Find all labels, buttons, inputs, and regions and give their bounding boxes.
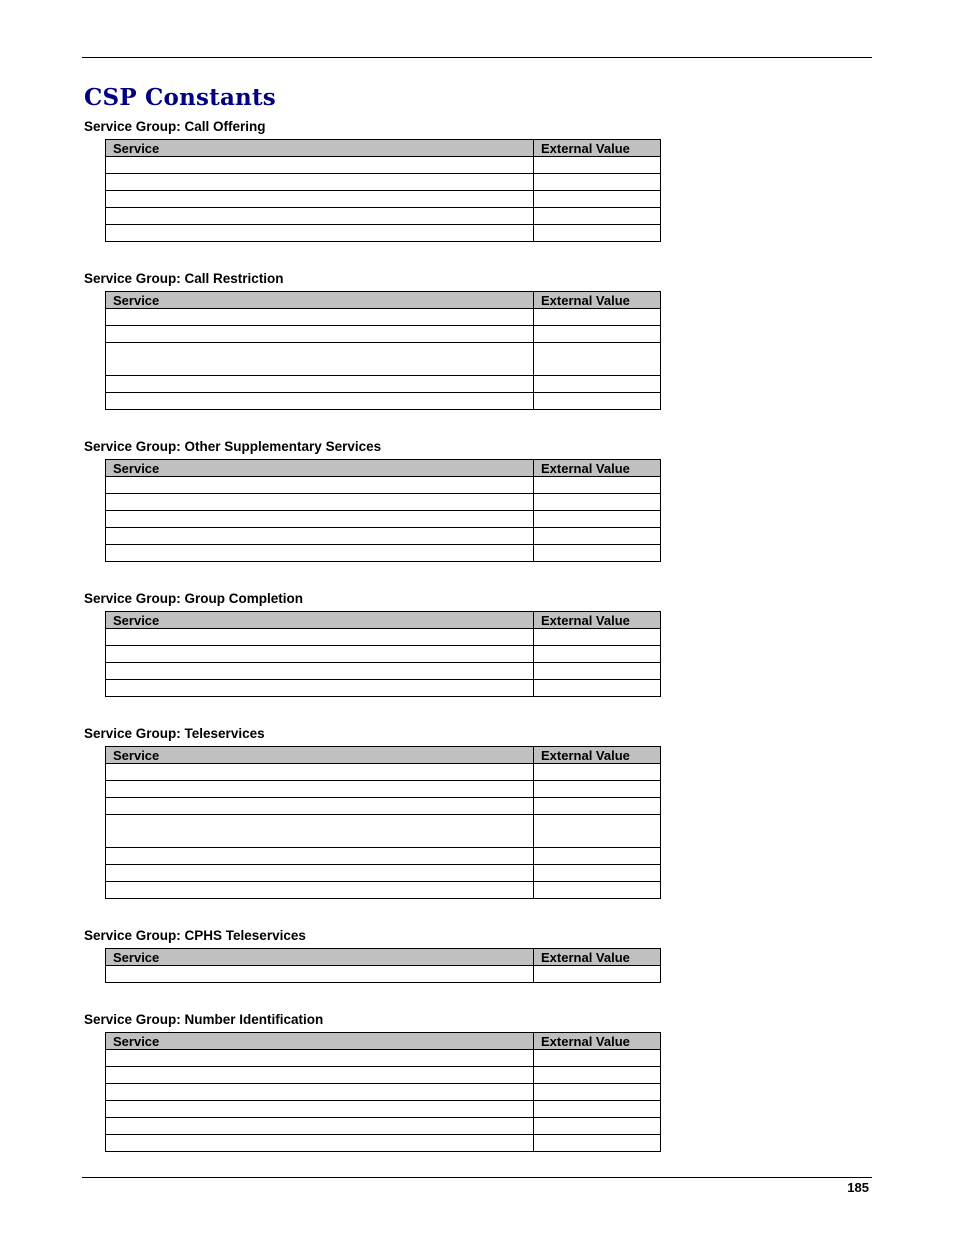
table-row <box>106 225 661 242</box>
table-row <box>106 343 661 376</box>
external-value-cell <box>534 208 661 225</box>
external-value-cell <box>534 174 661 191</box>
service-group <box>84 927 874 983</box>
service-cell <box>106 174 534 191</box>
service-cell <box>106 815 534 848</box>
external-value-cell <box>534 309 661 326</box>
service-group-heading: Service Group: Other Supplementary Services <box>84 439 382 454</box>
service-cell <box>106 882 534 899</box>
table-row <box>106 208 661 225</box>
external-value-cell <box>534 528 661 545</box>
service-cell <box>106 494 534 511</box>
service-column-header: Service <box>106 292 534 309</box>
table-row <box>106 798 661 815</box>
external-value-column-header: External Value <box>534 140 661 157</box>
table-row <box>106 646 661 663</box>
service-group-sections <box>84 118 874 1152</box>
table-row <box>106 1067 661 1084</box>
table-header-row <box>106 949 661 966</box>
service-group <box>84 270 874 410</box>
table-header-row <box>106 612 661 629</box>
table-row <box>106 393 661 410</box>
external-value-cell <box>534 764 661 781</box>
service-cell <box>106 191 534 208</box>
service-cell <box>106 343 534 376</box>
external-value-cell <box>534 798 661 815</box>
external-value-cell <box>534 343 661 376</box>
external-value-column-header: External Value <box>534 1033 661 1050</box>
page-number: 185 <box>847 1180 869 1195</box>
external-value-cell <box>534 680 661 697</box>
service-cell <box>106 376 534 393</box>
external-value-cell <box>534 1118 661 1135</box>
table-row <box>106 545 661 562</box>
service-group-heading: Service Group: CPHS Teleservices <box>84 928 306 943</box>
service-cell <box>106 646 534 663</box>
service-cell <box>106 1084 534 1101</box>
external-value-cell <box>534 815 661 848</box>
table-row <box>106 1135 661 1152</box>
service-cell <box>106 208 534 225</box>
service-table <box>105 746 661 899</box>
external-value-cell <box>534 477 661 494</box>
table-row <box>106 376 661 393</box>
table-row <box>106 865 661 882</box>
external-value-cell <box>534 326 661 343</box>
table-row <box>106 309 661 326</box>
table-header-row <box>106 292 661 309</box>
service-group-heading: Service Group: Call Restriction <box>84 271 284 286</box>
external-value-column-header: External Value <box>534 747 661 764</box>
service-column-header: Service <box>106 747 534 764</box>
table-row <box>106 629 661 646</box>
service-group <box>84 118 874 242</box>
service-cell <box>106 1050 534 1067</box>
table-row <box>106 815 661 848</box>
service-table <box>105 459 661 562</box>
service-table <box>105 1032 661 1152</box>
table-row <box>106 781 661 798</box>
table-row <box>106 1118 661 1135</box>
table-row <box>106 1050 661 1067</box>
table-row <box>106 663 661 680</box>
service-column-header: Service <box>106 140 534 157</box>
external-value-cell <box>534 225 661 242</box>
table-row <box>106 680 661 697</box>
table-row <box>106 191 661 208</box>
external-value-cell <box>534 376 661 393</box>
service-table <box>105 291 661 410</box>
service-group-heading: Service Group: Teleservices <box>84 726 265 741</box>
table-header-row <box>106 1033 661 1050</box>
service-cell <box>106 1067 534 1084</box>
service-cell <box>106 629 534 646</box>
external-value-column-header: External Value <box>534 292 661 309</box>
external-value-cell <box>534 646 661 663</box>
service-column-header: Service <box>106 460 534 477</box>
service-table <box>105 948 661 983</box>
external-value-cell <box>534 848 661 865</box>
service-group <box>84 725 874 899</box>
table-row <box>106 326 661 343</box>
service-group <box>84 590 874 697</box>
external-value-cell <box>534 882 661 899</box>
service-cell <box>106 157 534 174</box>
page-title: CSP Constants <box>84 84 276 111</box>
table-row <box>106 174 661 191</box>
service-cell <box>106 781 534 798</box>
service-cell <box>106 1135 534 1152</box>
external-value-cell <box>534 494 661 511</box>
service-cell <box>106 393 534 410</box>
external-value-column-header: External Value <box>534 949 661 966</box>
external-value-cell <box>534 966 661 983</box>
table-row <box>106 764 661 781</box>
service-cell <box>106 848 534 865</box>
service-cell <box>106 225 534 242</box>
table-header-row <box>106 460 661 477</box>
external-value-cell <box>534 865 661 882</box>
external-value-cell <box>534 1135 661 1152</box>
service-table <box>105 611 661 697</box>
service-column-header: Service <box>106 1033 534 1050</box>
external-value-cell <box>534 1084 661 1101</box>
service-cell <box>106 663 534 680</box>
service-group-heading: Service Group: Number Identification <box>84 1012 324 1027</box>
footer-rule <box>82 1177 872 1178</box>
service-cell <box>106 798 534 815</box>
table-row <box>106 848 661 865</box>
external-value-cell <box>534 191 661 208</box>
table-row <box>106 494 661 511</box>
table-row <box>106 966 661 983</box>
service-cell <box>106 528 534 545</box>
service-cell <box>106 477 534 494</box>
external-value-cell <box>534 1067 661 1084</box>
service-cell <box>106 511 534 528</box>
external-value-column-header: External Value <box>534 460 661 477</box>
service-cell <box>106 865 534 882</box>
service-cell <box>106 1101 534 1118</box>
service-group-heading: Service Group: Call Offering <box>84 119 266 134</box>
table-row <box>106 882 661 899</box>
table-row <box>106 1101 661 1118</box>
external-value-cell <box>534 1050 661 1067</box>
external-value-cell <box>534 545 661 562</box>
external-value-cell <box>534 629 661 646</box>
service-cell <box>106 966 534 983</box>
table-row <box>106 1084 661 1101</box>
service-cell <box>106 545 534 562</box>
service-column-header: Service <box>106 949 534 966</box>
service-cell <box>106 1118 534 1135</box>
external-value-cell <box>534 663 661 680</box>
external-value-cell <box>534 157 661 174</box>
table-row <box>106 528 661 545</box>
external-value-cell <box>534 781 661 798</box>
service-column-header: Service <box>106 612 534 629</box>
external-value-column-header: External Value <box>534 612 661 629</box>
service-group <box>84 438 874 562</box>
service-group <box>84 1011 874 1152</box>
external-value-cell <box>534 511 661 528</box>
table-header-row <box>106 140 661 157</box>
table-header-row <box>106 747 661 764</box>
external-value-cell <box>534 393 661 410</box>
external-value-cell <box>534 1101 661 1118</box>
service-cell <box>106 680 534 697</box>
table-row <box>106 157 661 174</box>
service-table <box>105 139 661 242</box>
table-row <box>106 511 661 528</box>
service-group-heading: Service Group: Group Completion <box>84 591 304 606</box>
service-cell <box>106 309 534 326</box>
table-row <box>106 477 661 494</box>
service-cell <box>106 326 534 343</box>
service-cell <box>106 764 534 781</box>
header-rule <box>82 57 872 58</box>
